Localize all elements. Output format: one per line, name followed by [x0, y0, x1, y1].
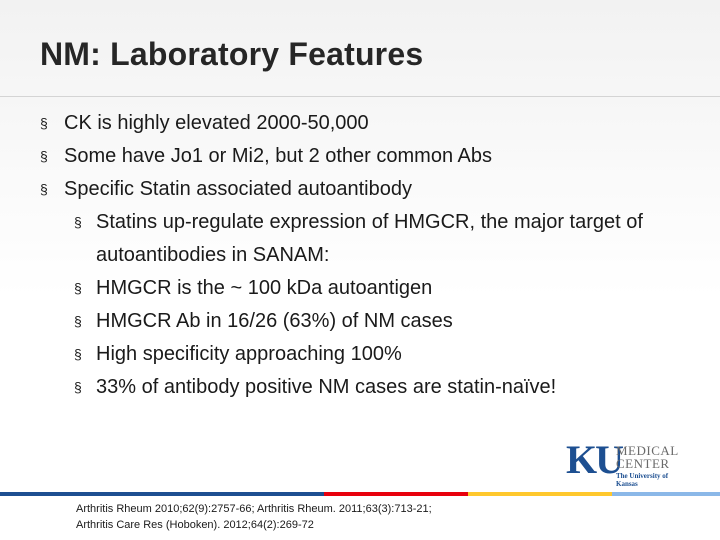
bullet-text: CK is highly elevated 2000-50,000	[64, 112, 369, 134]
bullet-text: Statins up-regulate expression of HMGCR, the major target of autoantibodies in SANAM:	[96, 211, 643, 266]
slide-title: NM: Laboratory Features	[40, 36, 424, 72]
logo-ku-mark: KU	[566, 437, 622, 482]
stripe-blue	[0, 492, 324, 496]
references	[76, 501, 432, 533]
sub-bullet-item	[40, 338, 700, 371]
logo-line-1: MEDICAL	[616, 443, 679, 458]
bullet-marker-icon: §	[74, 214, 82, 230]
bullet-item	[40, 107, 700, 140]
bullet-text: 33% of antibody positive NM cases are statin-naïve!	[96, 376, 557, 398]
bullet-text: HMGCR Ab in 16/26 (63%) of NM cases	[96, 310, 453, 332]
bullet-marker-icon: §	[40, 181, 48, 197]
sub-bullet-item	[40, 272, 700, 305]
bullet-text: High specificity approaching 100%	[96, 343, 402, 365]
color-stripe-bar	[0, 492, 720, 496]
bullet-text: HMGCR is the ~ 100 kDa autoantigen	[96, 277, 433, 299]
sub-bullet-item	[40, 206, 700, 272]
bullet-marker-icon: §	[74, 280, 82, 296]
reference-line: Arthritis Rheum 2010;62(9):2757-66; Arthritis Rheum. 2011;63(3):713-21;	[76, 503, 432, 515]
sub-bullet-item	[40, 305, 700, 338]
bullet-text: Specific Statin associated autoantibody	[64, 178, 412, 200]
title-divider	[0, 96, 720, 97]
logo-line-2: CENTER	[616, 456, 670, 471]
ku-medical-center-logo	[566, 437, 686, 488]
stripe-red	[324, 492, 468, 496]
reference-line: Arthritis Care Res (Hoboken). 2012;64(2):269-72	[76, 519, 314, 531]
logo-line-3: The University of Kansas	[616, 472, 669, 488]
bullet-item	[40, 140, 700, 173]
bullet-marker-icon: §	[74, 313, 82, 329]
bullet-marker-icon: §	[40, 115, 48, 131]
bullet-item	[40, 173, 700, 206]
stripe-yellow	[468, 492, 612, 496]
bullet-marker-icon: §	[40, 148, 48, 164]
bullet-marker-icon: §	[74, 346, 82, 362]
sub-bullet-item	[40, 371, 700, 404]
bullet-marker-icon: §	[74, 379, 82, 395]
stripe-light-blue	[612, 492, 720, 496]
bullet-text: Some have Jo1 or Mi2, but 2 other common Abs	[64, 145, 492, 167]
bullet-list	[40, 107, 700, 404]
